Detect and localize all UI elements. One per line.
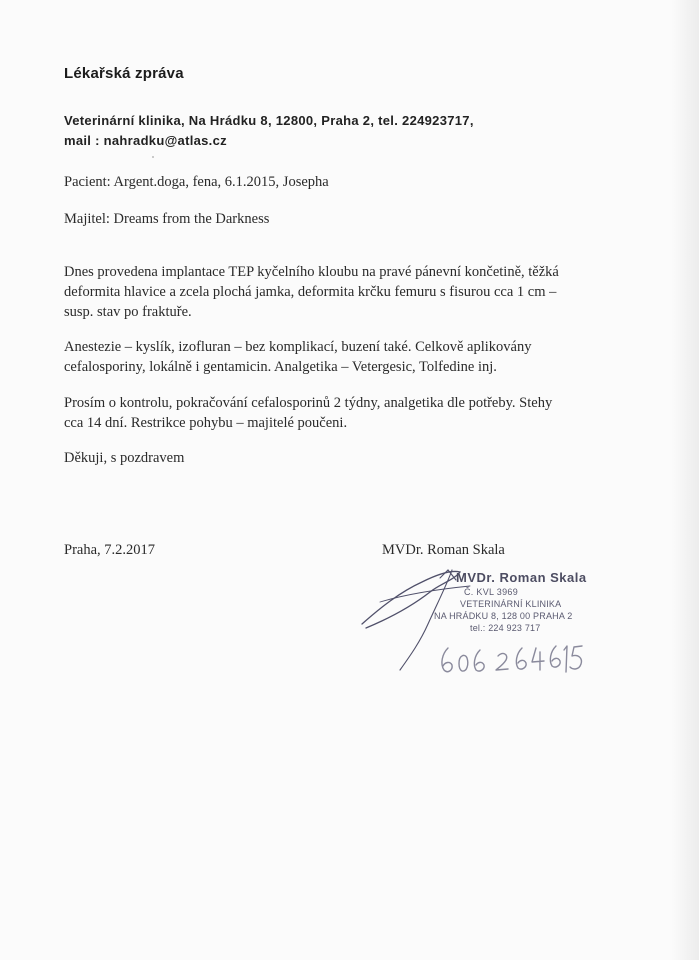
document-title: Lékařská zpráva [64, 65, 184, 82]
paragraph-surgery [64, 262, 559, 322]
stamp-name: MVDr. Roman Skala [456, 570, 587, 585]
paragraph-line: deformita hlavice a zcela plochá jamka, deformita krčku femuru s fisurou cca 1 cm – [64, 284, 557, 300]
paragraph-line: cefalosporiny, lokálně i gentamicin. Analgetika – Vetergesic, Tolfedine inj. [64, 359, 497, 375]
stamp-tel: tel.: 224 923 717 [470, 623, 541, 633]
stamp-address: NA HRÁDKU 8, 128 00 PRAHA 2 [434, 611, 573, 621]
paragraph-line: Prosím o kontrolu, pokračování cefalosporinů 2 týdny, analgetika dle potřeby. Stehy [64, 395, 553, 411]
paper-speck [152, 156, 154, 158]
stamp-ckl: Č. KVL 3969 [464, 587, 518, 597]
page-edge-shadow [671, 0, 699, 960]
paragraph-line: Anestezie – kyslík, izofluran – bez komplikací, buzení také. Celkově aplikovány [64, 339, 532, 355]
paragraph-line: Dnes provedena implantace TEP kyčelního kloubu na pravé pánevní končetině, těžká [64, 264, 559, 280]
patient-line: Pacient: Argent.doga, fena, 6.1.2015, Josepha [64, 174, 329, 190]
paragraph-instructions [64, 393, 552, 433]
closing-line: Děkuji, s pozdravem [64, 450, 185, 466]
paragraph-anesthesia [64, 337, 531, 377]
place-date: Praha, 7.2.2017 [64, 542, 156, 558]
owner-line: Majitel: Dreams from the Darkness [64, 211, 270, 227]
doctor-name: MVDr. Roman Skala [382, 542, 505, 558]
clinic-header [64, 111, 604, 151]
clinic-address-line: Veterinární klinika, Na Hrádku 8, 12800, Praha 2, tel. 224923717, [64, 113, 474, 128]
clinic-email-line: mail : nahradku@atlas.cz [64, 133, 227, 148]
paragraph-line: cca 14 dní. Restrikce pohybu – majitelé poučeni. [64, 415, 348, 431]
paragraph-line: susp. stav po fraktuře. [64, 304, 192, 320]
stamp-clinic: VETERINÁRNÍ KLINIKA [460, 599, 562, 609]
